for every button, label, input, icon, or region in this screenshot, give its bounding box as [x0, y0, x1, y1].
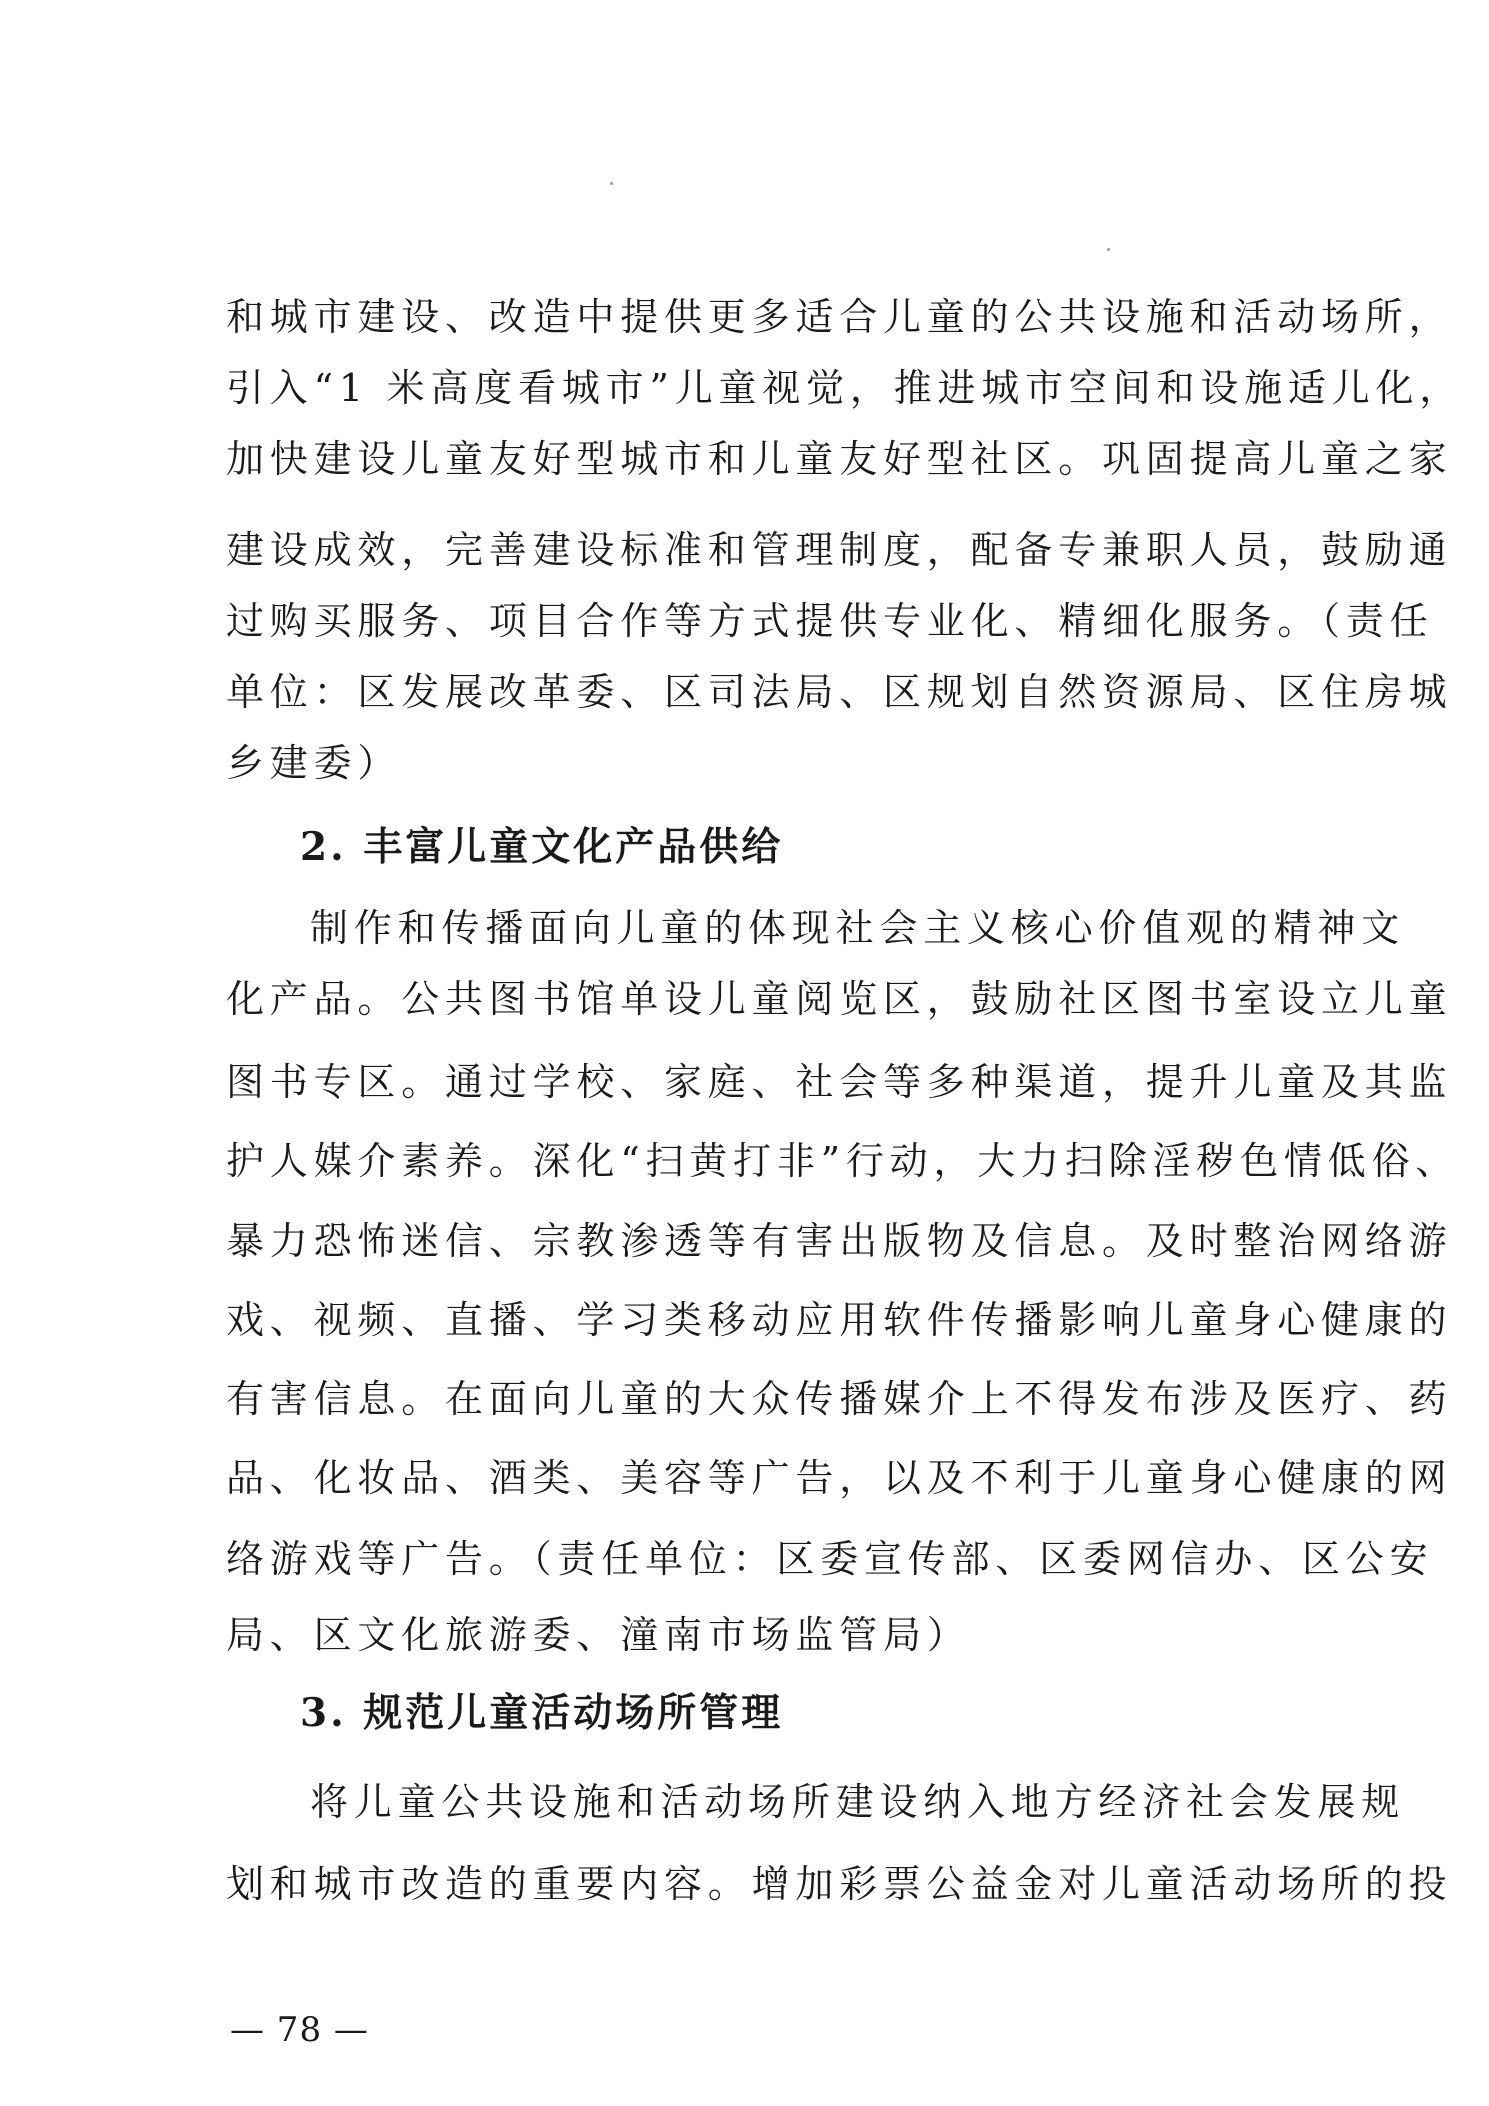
page-number: — 78 —	[230, 2010, 369, 2050]
paragraph-line: 化产品。公共图书馆单设儿童阅览区，鼓励社区图书室设立儿童	[226, 977, 1453, 1021]
paragraph-line: 制作和传播面向儿童的体现社会主义核心价值观的精神文	[310, 906, 1406, 950]
paragraph-line: 单位：区发展改革委、区司法局、区规划自然资源局、区住房城	[226, 670, 1453, 714]
section-heading: 2. 丰富儿童文化产品供给	[300, 824, 784, 870]
paragraph-line: 建设成效，完善建设标准和管理制度，配备专兼职人员，鼓励通	[226, 528, 1453, 572]
paragraph-line: 品、化妆品、酒类、美容等广告，以及不利于儿童身心健康的网	[226, 1456, 1453, 1500]
scan-speck	[1107, 248, 1110, 251]
paragraph-line: 暴力恐怖迷信、宗教渗透等有害出版物及信息。及时整治网络游	[226, 1219, 1453, 1263]
paragraph-line: 戏、视频、直播、学习类移动应用软件传播影响儿童身心健康的	[226, 1298, 1453, 1342]
paragraph-line: 护人媒介素养。深化“扫黄打非”行动，大力扫除淫秽色情低俗、	[226, 1139, 1460, 1183]
paragraph-line: 有害信息。在面向儿童的大众传播媒介上不得发布涉及医疗、药	[226, 1377, 1453, 1421]
paragraph-line: 加快建设儿童友好型城市和儿童友好型社区。巩固提高儿童之家	[226, 437, 1453, 481]
paragraph-line: 引入“1 米高度看城市”儿童视觉，推进城市空间和设施适儿化，	[226, 366, 1464, 410]
scan-speck	[610, 182, 613, 185]
paragraph-line: 局、区文化旅游委、潼南市场监管局）	[226, 1613, 971, 1657]
paragraph-line: 乡建委）	[226, 741, 402, 785]
paragraph-line: 将儿童公共设施和活动场所建设纳入地方经济社会发展规	[310, 1780, 1406, 1824]
paragraph-line: 划和城市改造的重要内容。增加彩票公益金对儿童活动场所的投	[226, 1862, 1453, 1906]
paragraph-line: 络游戏等广告。（责任单位：区委宣传部、区委网信办、区公安	[226, 1537, 1434, 1581]
paragraph-line: 图书专区。通过学校、家庭、社会等多种渠道，提升儿童及其监	[226, 1060, 1453, 1104]
section-heading: 3. 规范儿童活动场所管理	[300, 1690, 784, 1736]
paragraph-line: 过购买服务、项目合作等方式提供专业化、精细化服务。（责任	[226, 599, 1434, 643]
paragraph-line: 和城市建设、改造中提供更多适合儿童的公共设施和活动场所，	[226, 295, 1453, 339]
